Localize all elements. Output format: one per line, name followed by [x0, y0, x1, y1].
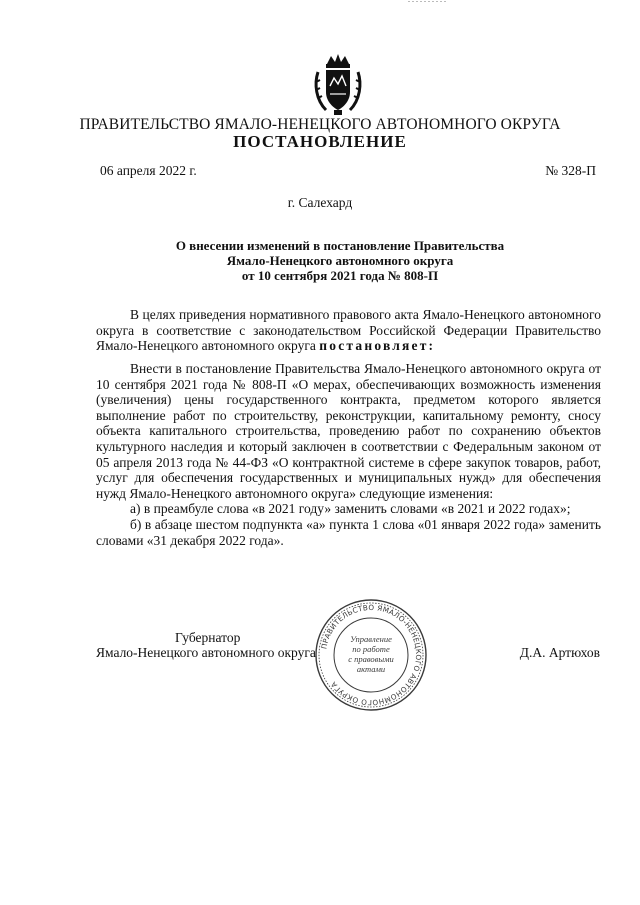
preamble-text: В целях приведения нормативного правового акта Ямало-Ненецкого автономного округа в соответствие с законодательством Российской Федерации Правительство Ямало-Ненецкого автономного округа [96, 307, 601, 354]
subject-line: от 10 сентября 2021 года № 808-П [241, 268, 439, 283]
signatory-name: Д.А. Артюхов [519, 645, 600, 660]
stamp-outer-text: ПРАВИТЕЛЬСТВО ЯМАЛО-НЕНЕЦКОГО АВТОНОМНОГО ОКРУГА [319, 602, 424, 708]
document-date: 06 апреля 2022 г. [100, 163, 197, 178]
main-paragraph: Внести в постановление Правительства Ямало-Ненецкого автономного округа от 10 сентября 2021 года № 808-П «О мерах, обеспечивающих возможность изменения (увеличения) цены государственного контракта, предметом которого является выполнение работ по строительству, реконструкции, капитальному ремонту, сносу объекта капитального строительства, проведению работ по сохранению объектов культурного наследия и который заключен в соответствии с Федеральным законом от 05 апреля 2013 года № 44-ФЗ «О контрактной системе в сфере закупок товаров, работ, услуг для обеспечения государственных и муниципальных нужд» для обеспечения нужд Ямало-Ненецкого автономного округа» следующие изменения: [96, 361, 601, 501]
stamp-inner-line: с правовыми [348, 654, 394, 664]
scan-artifact [408, 0, 448, 4]
amendment-item-a: а) в преамбуле слова «в 2021 году» заменить словами «в 2021 и 2022 годах»; [130, 501, 571, 517]
stamp-inner-line: Управление [350, 634, 392, 644]
government-title: ПРАВИТЕЛЬСТВО ЯМАЛО-НЕНЕЦКОГО АВТОНОМНОГО ОКРУГА [79, 116, 561, 133]
stamp-inner-line: актами [356, 664, 386, 674]
signatory-title: Губернатор [175, 630, 241, 645]
signatory-region: Ямало-Ненецкого автономного округа [96, 645, 316, 660]
document-subject [150, 238, 530, 283]
official-stamp [314, 598, 428, 712]
amendment-item-b: б) в абзаце шестом подпункта «а» пункта 1 слова «01 января 2022 года» заменить словами «31 декабря 2022 года». [96, 516, 601, 548]
issue-city: г. Салехард [287, 195, 353, 210]
coat-of-arms-emblem [312, 52, 364, 116]
subject-line: Ямало-Ненецкого автономного округа [226, 253, 454, 268]
preamble-paragraph [96, 307, 601, 354]
document-type: ПОСТАНОВЛЕНИЕ [233, 132, 407, 151]
decree-word: постановляет: [319, 338, 436, 354]
main-body [96, 361, 601, 548]
subject-line: О внесении изменений в постановление Правительства [175, 238, 505, 253]
document-number: № 328-П [545, 163, 596, 178]
stamp-inner-line: по работе [352, 644, 390, 654]
